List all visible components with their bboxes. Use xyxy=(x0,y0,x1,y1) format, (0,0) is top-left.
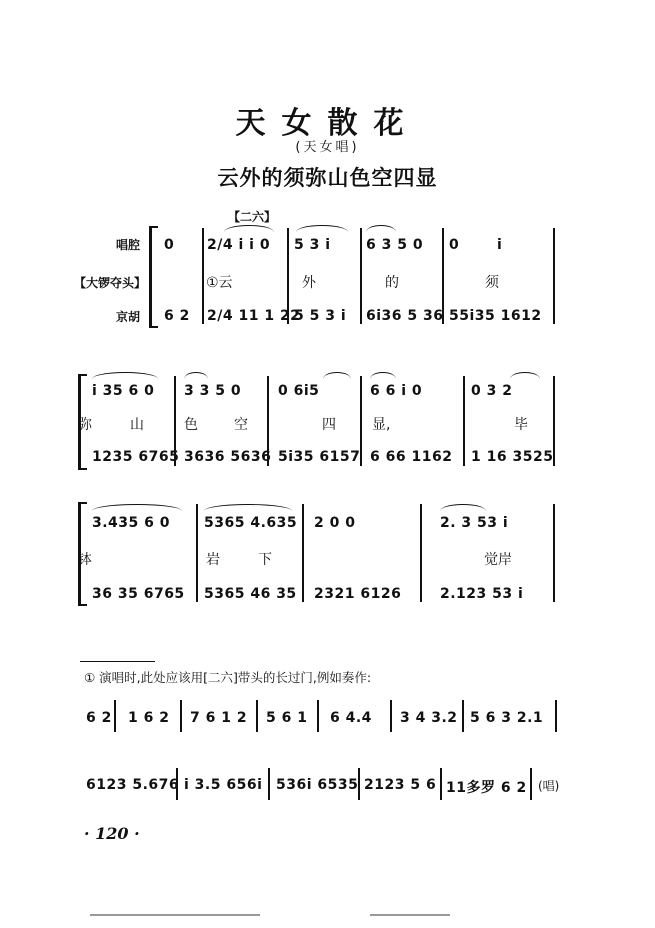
barline xyxy=(420,504,422,602)
barline xyxy=(555,700,557,732)
slur xyxy=(323,372,351,379)
barline xyxy=(202,228,204,324)
lyric: 显, xyxy=(372,417,391,433)
system-brace xyxy=(149,226,158,328)
vocal-measure: 0 xyxy=(164,237,175,253)
lyric: 山 xyxy=(130,417,144,433)
slur xyxy=(510,372,540,379)
barline xyxy=(196,504,198,602)
interlude-measure: 3 4 3.2 xyxy=(400,710,458,726)
slur xyxy=(92,372,158,379)
jinghu-measure: 6 2 xyxy=(164,308,190,324)
vocal-measure: 5 3 i xyxy=(294,237,331,253)
vocal-label: 唱腔 xyxy=(116,238,141,252)
page-number: · 120 · xyxy=(84,824,140,843)
vocal-measure: 2 0 0 xyxy=(314,515,356,531)
footnote-text: ① 演唱时,此处应该用[二六]带头的长过门,例如奏作: xyxy=(84,670,372,685)
barline xyxy=(530,768,532,800)
barline xyxy=(553,504,555,602)
barline xyxy=(360,228,362,324)
vocal-measure: i xyxy=(497,237,503,253)
barline xyxy=(553,228,555,324)
barline xyxy=(462,700,464,732)
jinghu-measure: 2.123 53 i xyxy=(440,586,524,602)
interlude-measure: 6 4.4 xyxy=(330,710,372,726)
vocal-measure: 2. 3 53 i xyxy=(440,515,509,531)
slur xyxy=(92,504,182,511)
tune-title: 云外的须弥山色空四显 xyxy=(217,165,438,190)
interlude-measure: 11多罗 6 2 xyxy=(446,780,527,796)
jinghu-measure: 2/4 11 1 22 xyxy=(207,308,301,324)
jinghu-measure: 6i36 5 36 xyxy=(366,308,444,324)
lyric: ①云 xyxy=(206,275,233,291)
slur xyxy=(366,225,396,232)
vocal-measure: 5365 4.635 xyxy=(204,515,298,531)
barline xyxy=(440,768,442,800)
barline xyxy=(317,700,319,732)
lyric: 弥 xyxy=(78,417,92,433)
lyric: 四 xyxy=(322,417,336,433)
lyric: 觉岸 xyxy=(484,552,512,568)
lyric: 须 xyxy=(485,275,499,291)
footnote-rule xyxy=(80,661,155,662)
jinghu-label: 京胡 xyxy=(116,310,141,324)
interlude-measure: 7 6 1 2 xyxy=(190,710,248,726)
piece-title: 天女散花 xyxy=(235,106,420,141)
barline xyxy=(256,700,258,732)
barline xyxy=(390,700,392,732)
lyric: 空 xyxy=(234,417,248,433)
barline xyxy=(302,504,304,602)
jinghu-measure: 1235 6765 xyxy=(92,449,180,465)
slur xyxy=(440,504,486,511)
jinghu-measure: 1 16 3525 xyxy=(471,449,554,465)
slur xyxy=(204,504,292,511)
slur xyxy=(296,225,348,232)
lyric: 外 xyxy=(302,275,316,291)
tempo-label: 【二六】 xyxy=(228,210,277,224)
jinghu-measure: 5 5 3 i xyxy=(294,308,347,324)
vocal-measure: 6 6 i 0 xyxy=(370,383,423,399)
piece-subtitle: (天女唱) xyxy=(295,140,360,155)
jinghu-measure: 2321 6126 xyxy=(314,586,402,602)
vocal-measure: 0 3 2 xyxy=(471,383,513,399)
lyric: 下 xyxy=(258,552,272,568)
interlude-measure: 2123 5 6 xyxy=(364,777,437,793)
vocal-measure: 3 3 5 0 xyxy=(184,383,242,399)
lyric: 钵 xyxy=(78,552,92,568)
sing-cue: (唱) xyxy=(538,779,560,793)
interlude-measure: i 3.5 656i xyxy=(184,777,263,793)
barline xyxy=(114,700,116,732)
interlude-measure: 6 2 xyxy=(86,710,112,726)
barline xyxy=(180,700,182,732)
vocal-measure: i 35 6 0 xyxy=(92,383,155,399)
interlude-measure: 536i 6535 xyxy=(276,777,359,793)
jinghu-measure: 5i35 6157 xyxy=(278,449,361,465)
scan-artifact xyxy=(90,914,260,916)
vocal-measure: 0 6i5 xyxy=(278,383,320,399)
percussion-label: 【大锣夺头】 xyxy=(74,276,147,290)
jinghu-measure: 55i35 1612 xyxy=(449,308,542,324)
vocal-measure: 6 3 5 0 xyxy=(366,237,424,253)
lyric: 岩 xyxy=(206,552,220,568)
lyric: 的 xyxy=(385,275,399,291)
interlude-measure: 5 6 1 xyxy=(266,710,308,726)
lyric: 色 xyxy=(184,417,198,433)
barline xyxy=(268,768,270,800)
jinghu-measure: 3636 5636 xyxy=(184,449,272,465)
interlude-measure: 6123 5.676 xyxy=(86,777,180,793)
vocal-measure: 0 xyxy=(449,237,460,253)
slur xyxy=(184,372,208,379)
interlude-measure: 5 6 3 2.1 xyxy=(470,710,544,726)
slur xyxy=(224,225,274,232)
jinghu-measure: 36 35 6765 xyxy=(92,586,185,602)
scan-artifact xyxy=(370,914,450,916)
lyric: 毕 xyxy=(514,417,528,433)
jinghu-measure: 5365 46 35 xyxy=(204,586,297,602)
slur xyxy=(370,372,396,379)
jinghu-measure: 6 66 1162 xyxy=(370,449,453,465)
barline xyxy=(463,376,465,466)
interlude-measure: 1 6 2 xyxy=(128,710,170,726)
vocal-measure: 3.435 6 0 xyxy=(92,515,171,531)
vocal-measure: 2/4 i i 0 xyxy=(207,237,271,253)
